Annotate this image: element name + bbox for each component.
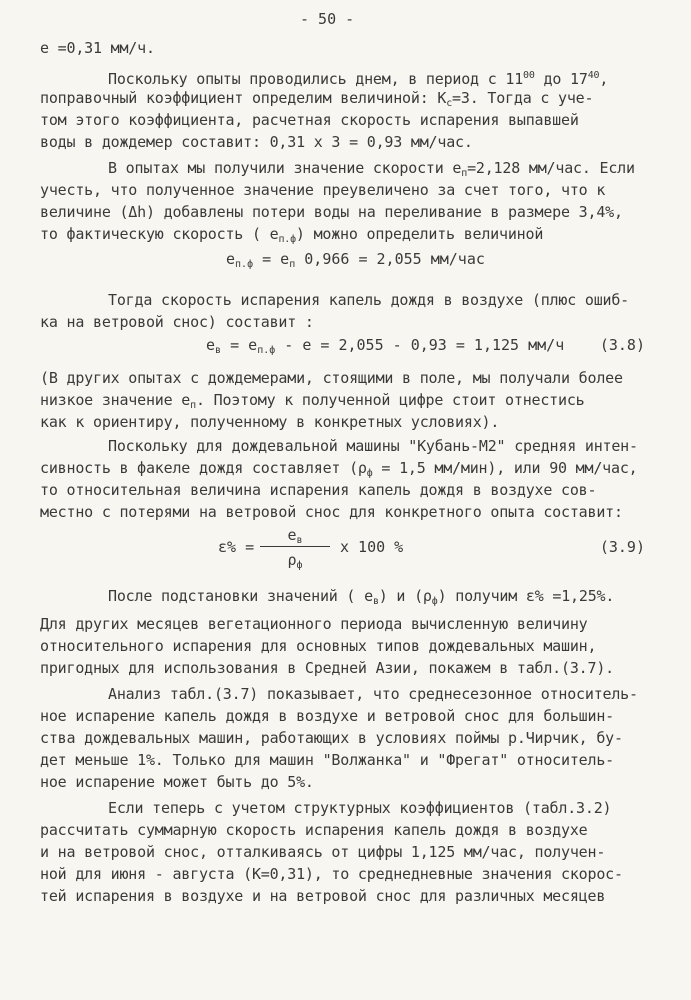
equation-3: ε% = $е_в$ $\rho_ф$ х 100 % — [218, 526, 404, 571]
text-line: Для других месяцев вегетационного периода вычисленную величину — [40, 615, 588, 633]
text-line: то фактическую скорость ( $е_{п.ф}$) можно определить величиной — [40, 225, 544, 245]
text-line: то относительная величина испарения капель дождя в воздухе сов- — [40, 481, 597, 499]
text-line: е =0,31 мм/ч. — [40, 39, 155, 57]
text-line: сивность в факеле дождя составляет ($\rho_ф = 1,5$ мм/мин), или 90 мм/час, — [40, 459, 638, 479]
text-line: (В других опытах с дождемерами, стоящими в поле, мы получали более — [40, 369, 623, 387]
text-line: Если теперь с учетом структурных коэффициентов (табл.3.2) — [108, 799, 612, 817]
text-line: учесть, что полученное значение преувеличено за счет того, что к — [40, 181, 606, 199]
text-line: том этого коэффициента, расчетная скорость испарения выпавшей — [40, 111, 579, 129]
text-line: Поскольку опыты проводились днем, в период с $11^{00}$ до $17^{40}$, — [108, 70, 609, 88]
text-line: ной для июня - августа (К=0,31), то среднедневные значения скорос- — [40, 865, 623, 883]
page-number: - 50 - — [300, 10, 355, 28]
text-line: дет меньше 1%. Только для машин "Волжанка" и "Фрегат" относитель- — [40, 751, 614, 769]
equation-1: $е_{п.ф} = е_п$ 0,966 = 2,055 мм/час — [226, 250, 485, 270]
text-line: После подстановки значений ( $е_в$) и $(\rho_ф)$ получим ε% =1,25%. — [108, 587, 615, 607]
text-line: и на ветровой снос, отталкиваясь от цифры 1,125 мм/час, получен- — [40, 843, 606, 861]
text-line: относительного испарения для основных типов дождевальных машин, — [40, 637, 597, 655]
text-line: местно с потерями на ветровой снос для конкретного опыта составит: — [40, 503, 623, 521]
text-line: ное испарение капель дождя в воздухе и ветровой снос для большин- — [40, 707, 614, 725]
text-line: тей испарения в воздухе и на ветровой снос для различных месяцев — [40, 887, 606, 905]
text-line: величине (Δh) добавлены потери воды на переливание в размере 3,4%, — [40, 203, 623, 221]
equation-number: (3.8) — [599, 336, 645, 354]
text-line: поправочный коэффициент определим величиной: $К_с=3$. Тогда с уче- — [40, 89, 594, 109]
text-line: Тогда скорость испарения капель дождя в воздухе (плюс ошиб- — [108, 291, 630, 309]
text-line: ства дождевальных машин, работающих в условиях поймы р.Чирчик, бу- — [40, 729, 623, 747]
text-line: В опытах мы получили значение скорости $е_п=2,128$ мм/час. Если — [108, 159, 635, 179]
text-line: воды в дождемер составит: 0,31 х 3 = 0,93 мм/час. — [40, 133, 473, 151]
text-line: Поскольку для дождевальной машины "Кубань-М2" средняя интен- — [108, 437, 638, 455]
text-line: Анализ табл.(3.7) показывает, что среднесезонное относитель- — [108, 685, 638, 703]
text-line: как к ориентиру, полученному в конкретных условиях). — [40, 413, 500, 431]
text-line: низкое значение $е_п$. Поэтому к полученной цифре стоит отнестись — [40, 391, 585, 411]
text-line: ка на ветровой снос) составит : — [40, 313, 314, 331]
equation-number: (3.9) — [599, 538, 645, 556]
text-line: ное испарение может быть до 5%. — [40, 773, 314, 791]
equation-2: $е_в = е_{п.ф} - е = 2,055 - 0,93 = 1,125$ мм/ч — [206, 336, 565, 356]
text-line: пригодных для использования в Средней Азии, покажем в табл.(3.7). — [40, 659, 614, 677]
text-line: рассчитать суммарную скорость испарения капель дождя в воздухе — [40, 821, 588, 839]
